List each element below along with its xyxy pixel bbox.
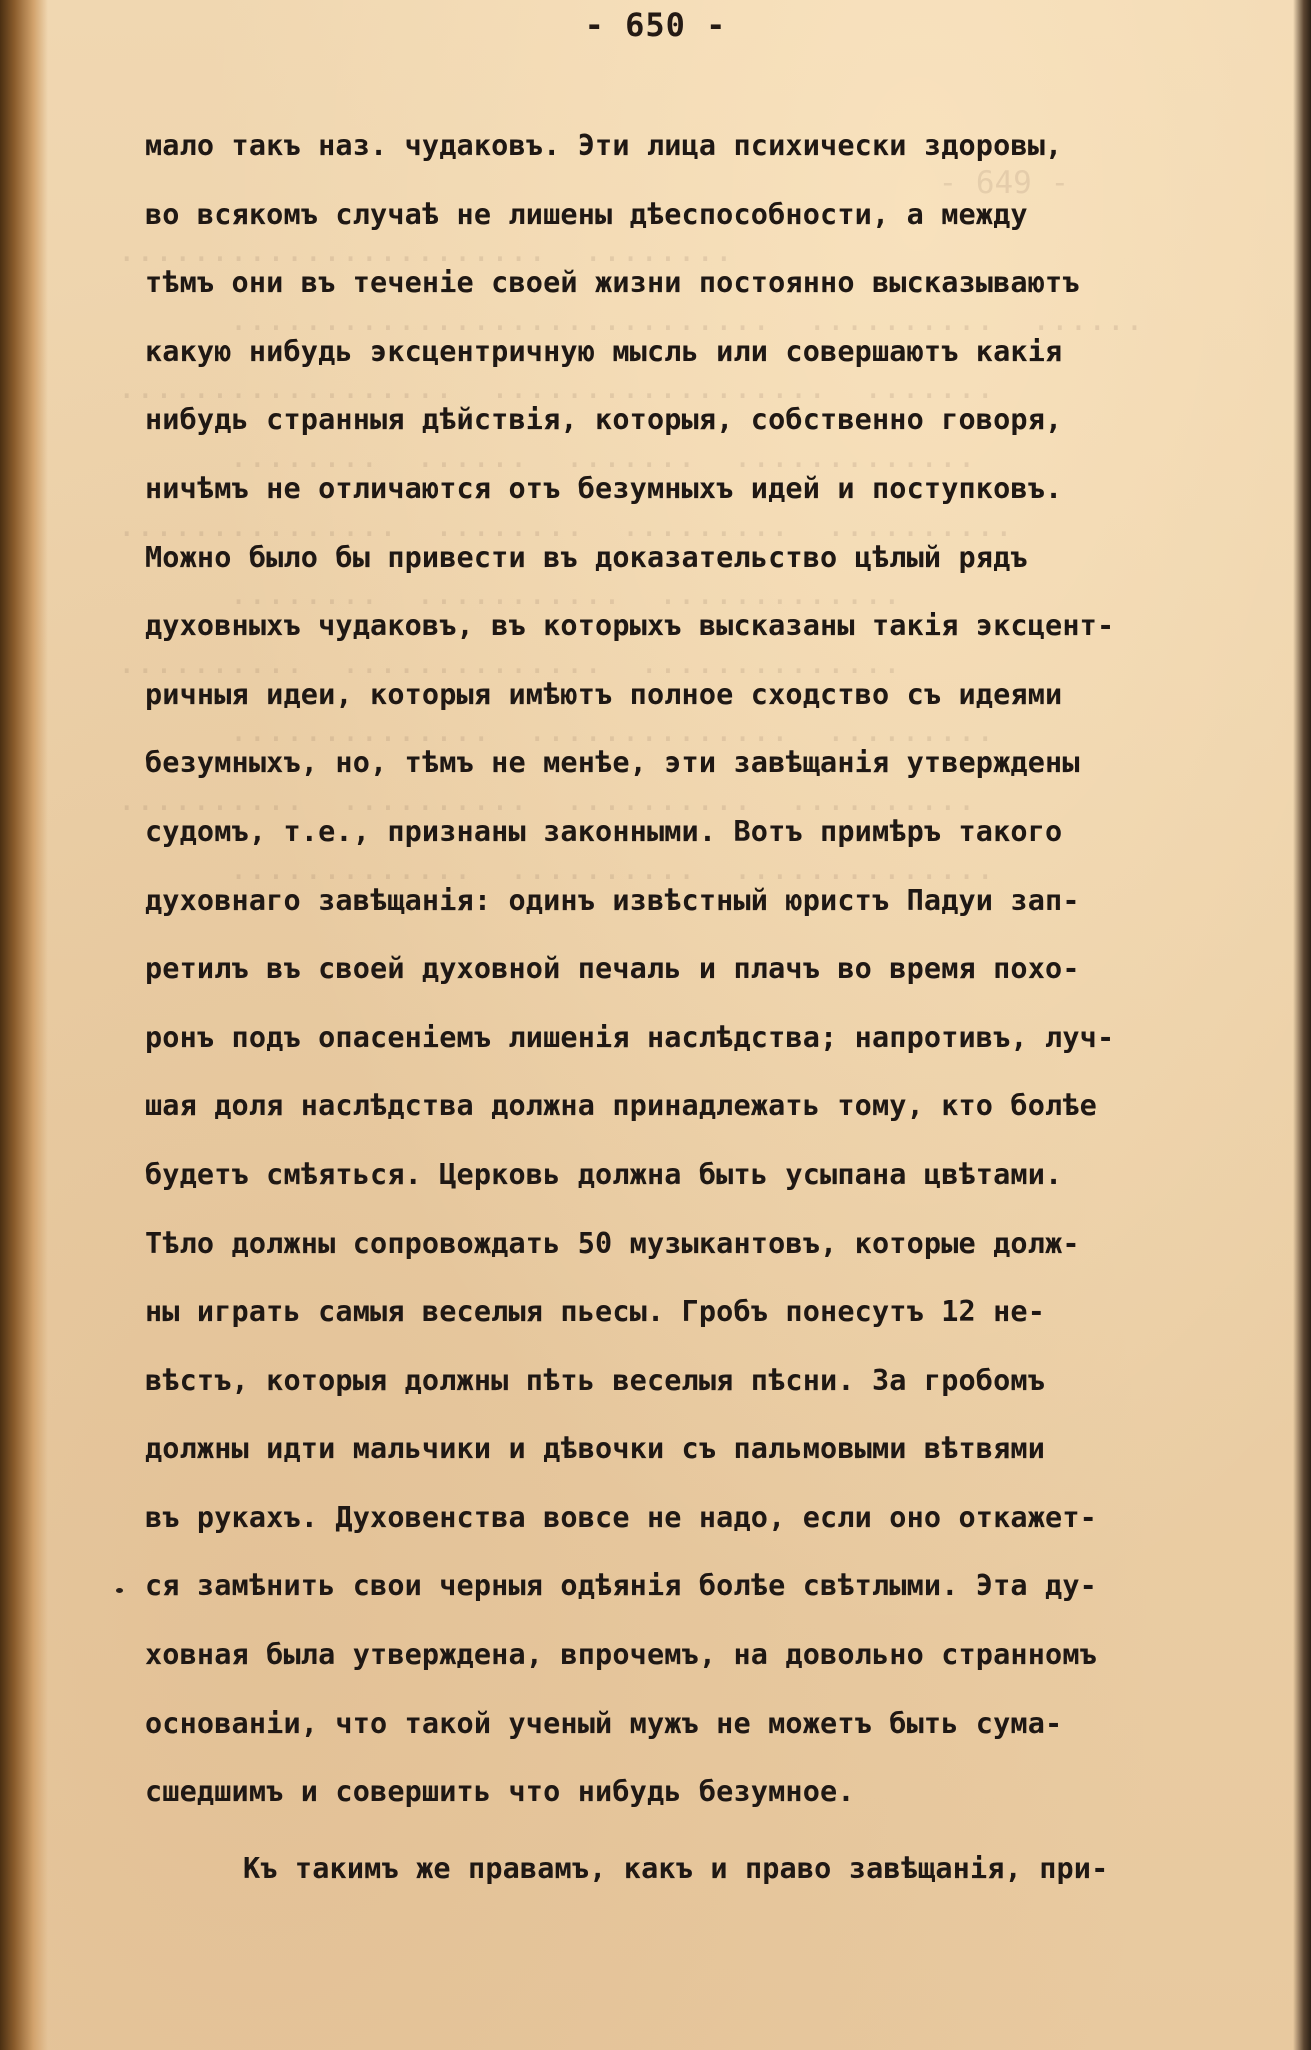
page-number: - 650 - [584, 6, 727, 44]
text-line-24: основаніи, что такой ученый мужъ не можетъ быть сума- [145, 1706, 1063, 1740]
document-body [145, 112, 1295, 1903]
text-line-14: ронъ подъ опасеніемъ лишенія наслѣдства; напротивъ, луч- [145, 1020, 1115, 1054]
text-line-16: будетъ смѣяться. Церковь должна быть усыпана цвѣтами. [145, 1157, 1063, 1191]
text-line-12: духовнаго завѣщанія: одинъ извѣстный юристъ Падуи зап- [145, 883, 1080, 917]
text-line-15: шая доля наслѣдства должна принадлежать тому, кто болѣе [145, 1089, 1097, 1123]
text-line-09: ричныя идеи, которыя имѣютъ полное сходство съ идеями [145, 677, 1063, 711]
paragraph-start-line: Къ такимъ же правамъ, какъ и право завѣщанія, при- [243, 1851, 1109, 1885]
text-line-07: Можно было бы привести въ доказательство цѣлый рядъ [145, 540, 1028, 574]
text-line-05: нибудь странныя дѣйствія, которыя, собственно говоря, [145, 403, 1063, 437]
text-line-02: во всякомъ случаѣ не лишены дѣеспособности, а между [145, 197, 1028, 231]
text-line-23: ховная была утверждена, впрочемъ, на довольно странномъ [145, 1638, 1097, 1672]
reverse-side-bleed-through: - 649 - ....................... ........ ............................. .......... ...... .................. .................. ....... ........ ...... ....... ............. ............... ........ ......... .......... ........ ........... ............. .......... .............. .............. .............. .............. ......... .......... .......... .......... .......... ............. .......... .............. [117, 164, 1144, 887]
text-line-04: какую нибудь эксцентричную мысль или совершаютъ какія [145, 334, 1063, 368]
text-line-21: въ рукахъ. Духовенства вовсе не надо, если оно откажет- [145, 1500, 1097, 1534]
text-line-08: духовныхъ чудаковъ, въ которыхъ высказаны такія эксцент- [145, 609, 1115, 643]
text-line-10: безумныхъ, но, тѣмъ не менѣе, эти завѣщанія утверждены [145, 746, 1080, 780]
text-line-01: мало такъ наз. чудаковъ. Эти лица психически здоровы, [145, 129, 1063, 162]
text-line-13: ретилъ въ своей духовной печаль и плачъ во время похо- [145, 952, 1080, 986]
text-line-03: тѣмъ они въ теченіе своей жизни постоянно высказываютъ [145, 266, 1080, 300]
text-line-11: судомъ, т.е., признаны законными. Вотъ примѣръ такого [145, 814, 1063, 848]
text-line-22: ся замѣнить свои черныя одѣянія болѣе свѣтлыми. Эта ду- [145, 1569, 1097, 1603]
text-line-17: Тѣло должны сопровождать 50 музыкантовъ, которые долж- [145, 1226, 1080, 1260]
text-line-18: ны играть самыя веселыя пьесы. Гробъ понесутъ 12 не- [145, 1295, 1046, 1329]
text-line-19: вѣстъ, которыя должны пѣть веселыя пѣсни. За гробомъ [145, 1363, 1046, 1397]
text-line-06: ничѣмъ не отличаются отъ безумныхъ идей и поступковъ. [145, 471, 1063, 505]
page-right-edge-shadow [1293, 0, 1311, 2050]
page-left-edge-shadow [0, 0, 48, 2050]
ink-speck [116, 1588, 123, 1593]
text-line-20: должны идти мальчики и дѣвочки съ пальмовыми вѣтвями [145, 1432, 1046, 1466]
text-line-25: сшедшимъ и совершить что нибудь безумное. [145, 1775, 855, 1809]
